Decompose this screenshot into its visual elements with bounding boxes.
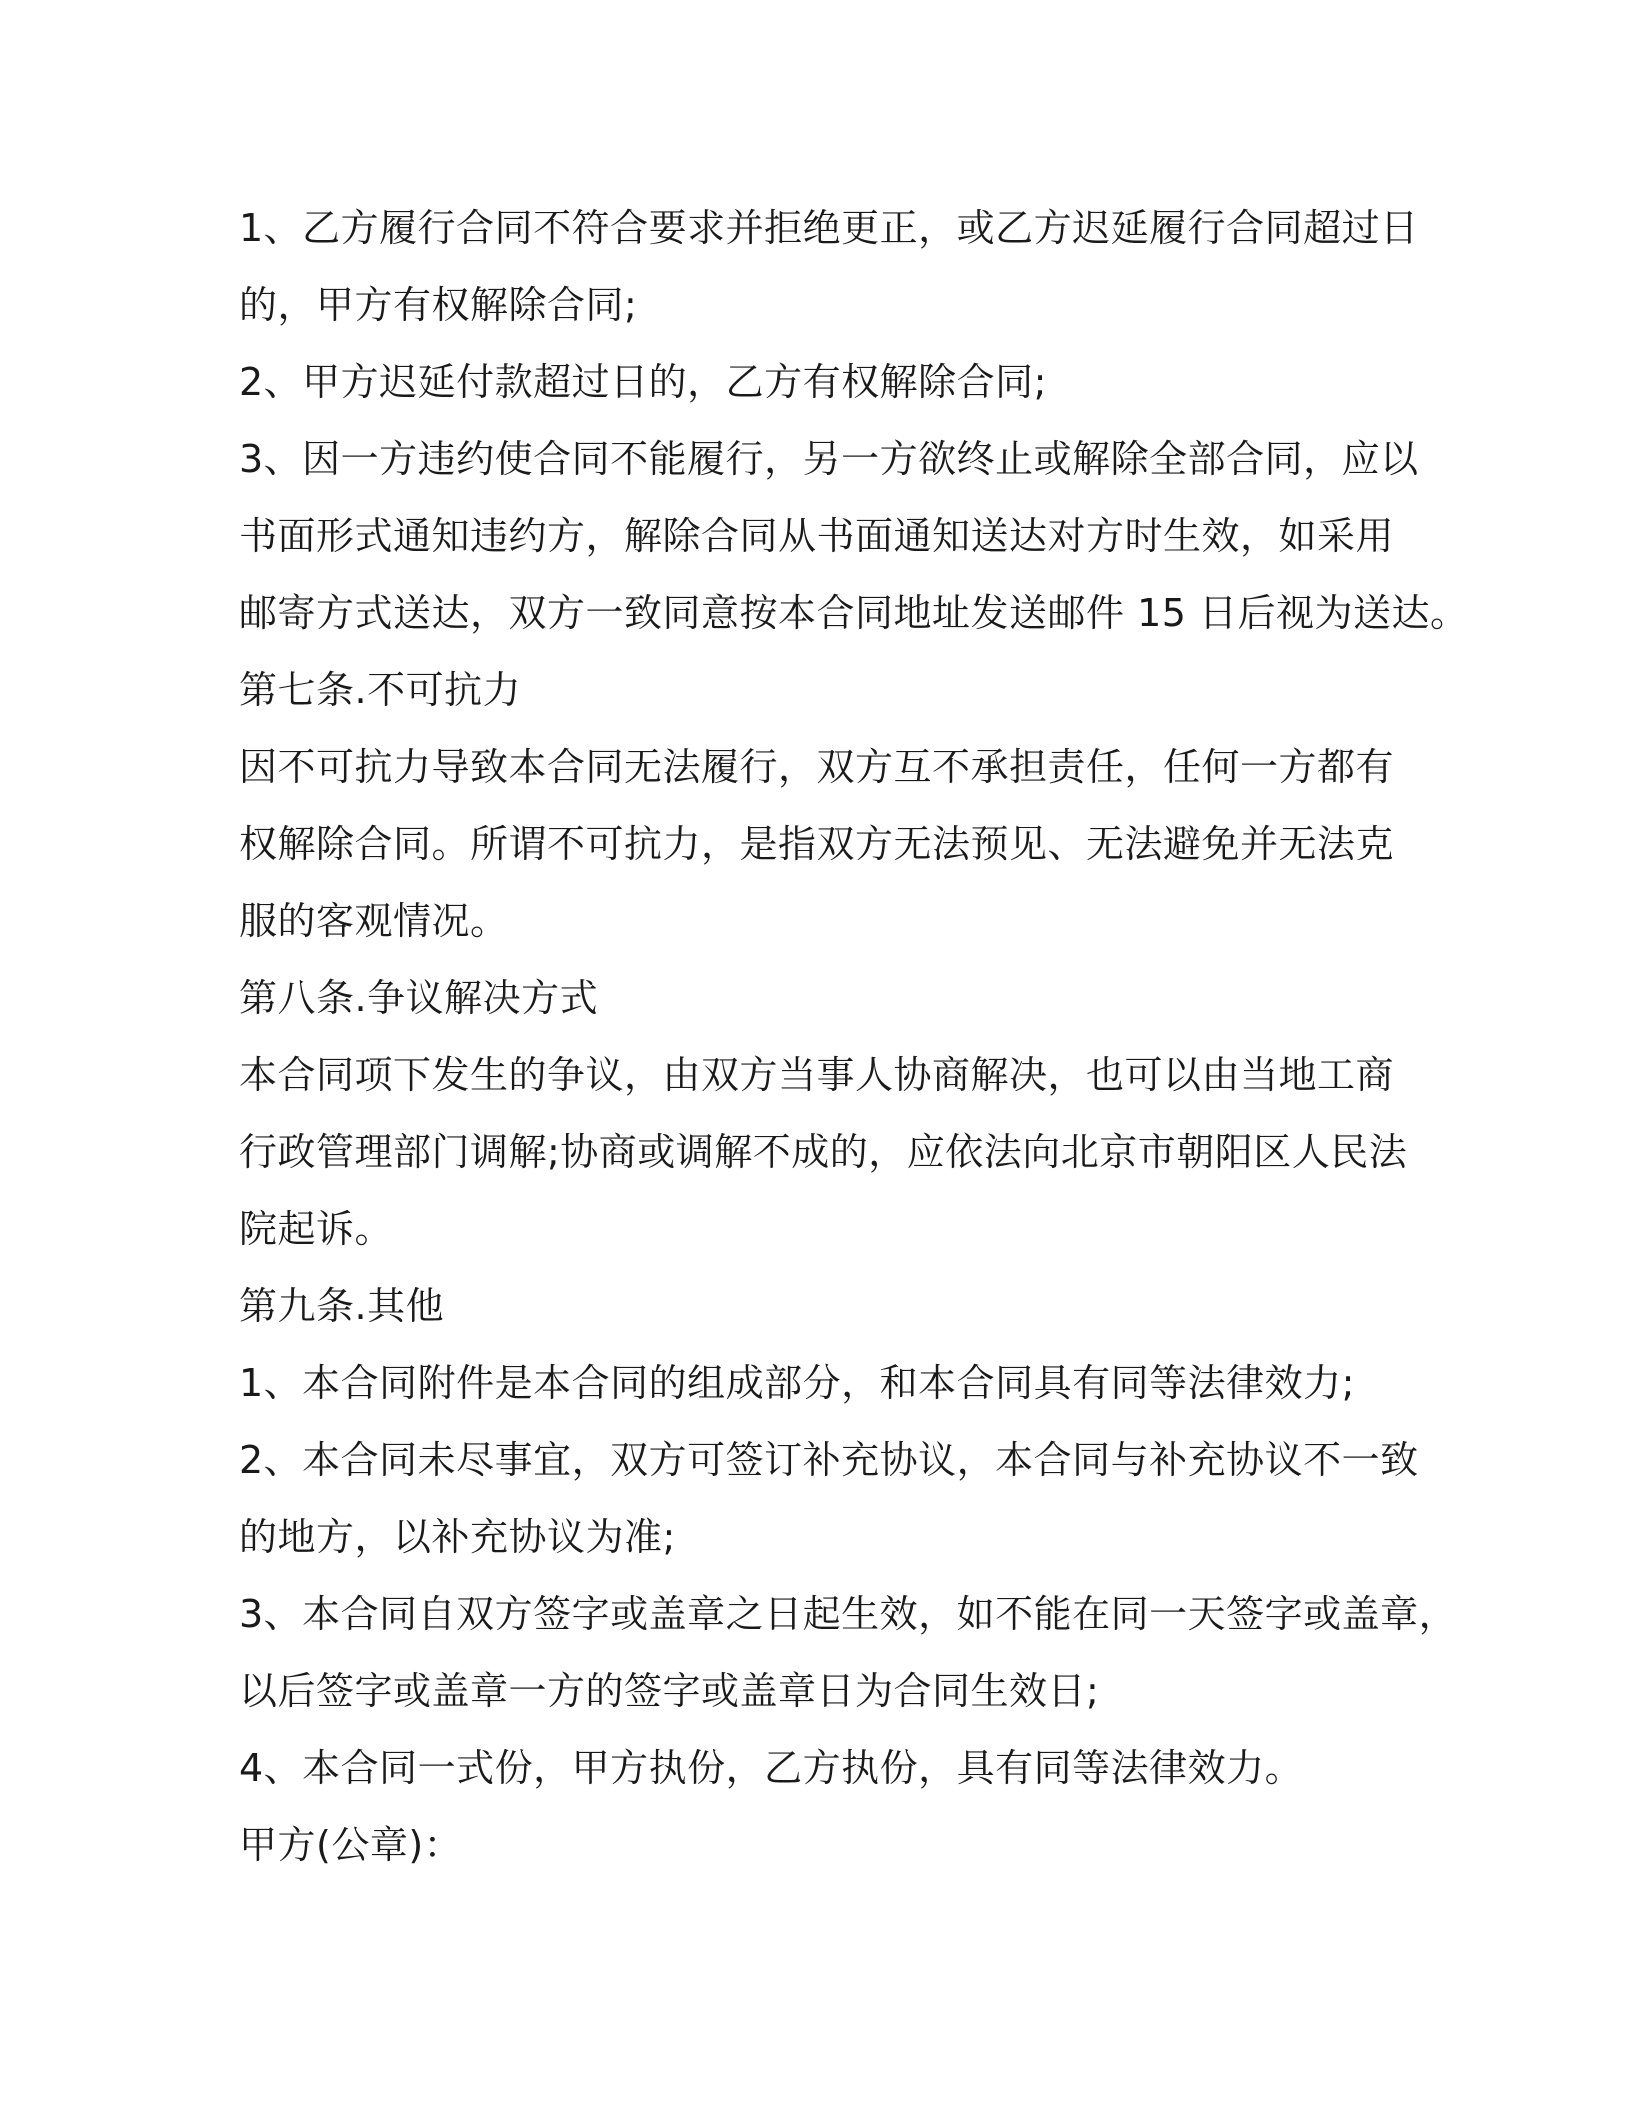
clause-9-item-3-line-1: 3、本合同自双方签字或盖章之日起生效，如不能在同一天签字或盖章， bbox=[239, 1592, 1458, 1636]
clause-7-text-line-1: 因不可抗力导致本合同无法履行，双方互不承担责任，任何一方都有 bbox=[239, 745, 1395, 789]
clause-6-item-1-line-1: 1、乙方履行合同不符合要求并拒绝更正，或乙方迟延履行合同超过日 bbox=[239, 206, 1419, 250]
clause-7-heading: 第七条.不可抗力 bbox=[239, 668, 522, 712]
clause-8-text-line-1: 本合同项下发生的争议，由双方当事人协商解决，也可以由当地工商 bbox=[239, 1053, 1395, 1097]
clause-7-text-line-3: 服的客观情况。 bbox=[239, 899, 509, 943]
clause-9-item-4: 4、本合同一式份，甲方执份，乙方执份，具有同等法律效力。 bbox=[239, 1746, 1304, 1790]
clause-8-text-line-2: 行政管理部门调解;协商或调解不成的，应依法向北京市朝阳区人民法 bbox=[239, 1130, 1408, 1174]
clause-6-item-3-line-2: 书面形式通知违约方，解除合同从书面通知送达对方时生效，如采用 bbox=[239, 514, 1395, 558]
party-a-seal-label: 甲方(公章)： bbox=[239, 1823, 463, 1867]
clause-6-item-2: 2、甲方迟延付款超过日的，乙方有权解除合同; bbox=[239, 360, 1047, 404]
clause-9-item-2-line-1: 2、本合同未尽事宜，双方可签订补充协议，本合同与补充协议不一致 bbox=[239, 1438, 1419, 1482]
document-body bbox=[239, 190, 1469, 1884]
clause-9-heading: 第九条.其他 bbox=[239, 1284, 445, 1328]
clause-9-item-2-line-2: 的地方，以补充协议为准; bbox=[239, 1515, 676, 1559]
clause-6-item-1-line-2: 的，甲方有权解除合同; bbox=[239, 283, 638, 327]
clause-7-text-line-2: 权解除合同。所谓不可抗力，是指双方无法预见、无法避免并无法克 bbox=[239, 822, 1395, 866]
clause-8-text-line-3: 院起诉。 bbox=[239, 1207, 394, 1251]
clause-6-item-3-line-3: 邮寄方式送达，双方一致同意按本合同地址发送邮件 15 日后视为送达。 bbox=[239, 591, 1469, 635]
clause-9-item-1: 1、本合同附件是本合同的组成部分，和本合同具有同等法律效力; bbox=[239, 1361, 1355, 1405]
clause-6-item-3-line-1: 3、因一方违约使合同不能履行，另一方欲终止或解除全部合同，应以 bbox=[239, 437, 1419, 481]
clause-9-item-3-line-2: 以后签字或盖章一方的签字或盖章日为合同生效日; bbox=[239, 1669, 1100, 1713]
clause-8-heading: 第八条.争议解决方式 bbox=[239, 976, 599, 1020]
